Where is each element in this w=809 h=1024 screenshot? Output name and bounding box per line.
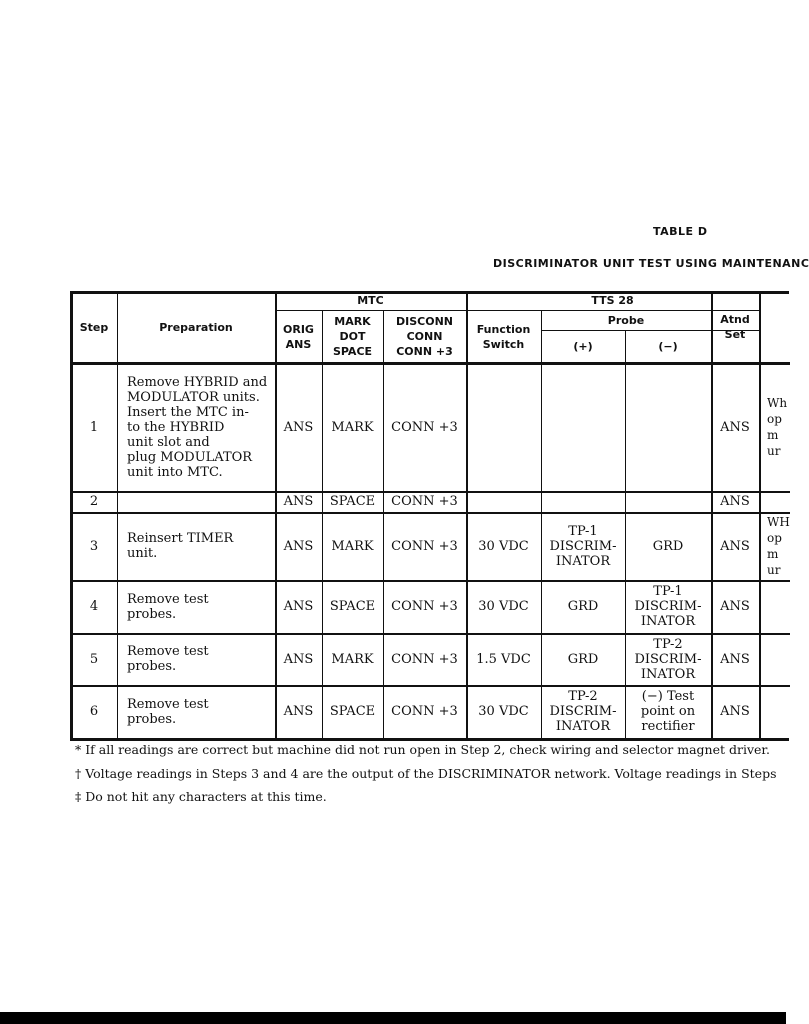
row-orig-ans: ANS xyxy=(283,419,314,435)
page-edge-bar xyxy=(0,1012,786,1024)
row-orig-ans: ANS xyxy=(283,494,314,509)
row-truncated-note-line: op xyxy=(767,531,782,545)
row-truncated-note-line: m xyxy=(767,547,779,561)
header-probe-plus: (+) xyxy=(573,340,593,353)
row-atnd-set: ANS xyxy=(720,419,750,435)
row-orig-ans: ANS xyxy=(283,538,314,554)
row-preparation-line: Remove HYBRID and xyxy=(127,374,268,390)
row-preparation xyxy=(117,580,275,633)
row-probe-plus xyxy=(541,685,625,738)
header-disconn-conn-line: CONN xyxy=(406,330,443,343)
row-preparation xyxy=(117,363,275,491)
row-preparation xyxy=(117,685,275,738)
row-preparation-line: probes. xyxy=(127,711,177,727)
row-disconn-conn: CONN +3 xyxy=(391,419,458,435)
table-label: TABLE D xyxy=(653,225,708,238)
row-atnd-set: ANS xyxy=(720,651,750,667)
row-function-switch: 30 VDC xyxy=(478,599,529,614)
row-atnd-set: ANS xyxy=(720,704,750,719)
row-atnd-set: ANS xyxy=(720,599,750,614)
row-probe-plus-line: GRD xyxy=(567,651,599,667)
row-truncated-note-line: Wh xyxy=(767,396,788,410)
row-truncated-note-line: WH xyxy=(767,515,790,529)
header-function-switch-line: Function xyxy=(476,322,531,336)
row-preparation xyxy=(117,633,275,685)
header-disconn-conn-line: DISCONN xyxy=(396,315,453,328)
row-preparation-line: probes. xyxy=(127,606,177,622)
footnote-asterisk: * If all readings are correct but machine did not run open in Step 2, check wiring and selector magnet driver. xyxy=(75,742,771,757)
row-probe-minus-line: TP-2 xyxy=(653,636,683,652)
row-probe-plus-line: TP-2 xyxy=(568,689,598,704)
header-probe-minus: (−) xyxy=(658,340,678,353)
row-truncated-note-line: m xyxy=(767,428,779,442)
row-mark-dot-space: MARK xyxy=(331,651,374,667)
row-probe-minus xyxy=(625,512,711,580)
row-preparation-line: Insert the MTC in- xyxy=(127,404,249,420)
header-function-switch-line: Switch xyxy=(482,337,525,351)
row-probe-minus-line: point on xyxy=(640,704,696,719)
row-preparation-line: Remove test xyxy=(127,696,209,712)
row-truncated-note-line: ur xyxy=(767,444,781,458)
row-disconn-conn: CONN +3 xyxy=(391,651,458,667)
row-probe-plus-line: GRD xyxy=(567,599,599,614)
header-mtc-group: MTC xyxy=(357,294,384,307)
row-preparation-line: Reinsert TIMER xyxy=(127,531,234,546)
row-function-switch: 30 VDC xyxy=(478,538,529,554)
row-probe-minus-line: INATOR xyxy=(640,614,696,629)
row-probe-plus xyxy=(541,512,625,580)
header-probe-group: Probe xyxy=(607,313,645,327)
row-function-switch: 30 VDC xyxy=(478,704,529,719)
row-step: 6 xyxy=(89,704,99,719)
row-preparation-line: Remove test xyxy=(127,644,209,659)
row-preparation-line: plug MODULATOR xyxy=(127,449,253,465)
row-probe-minus-line: rectifier xyxy=(641,719,695,734)
header-mark-dot-space xyxy=(322,310,383,363)
row-probe-minus xyxy=(625,685,711,738)
row-probe-minus xyxy=(625,580,711,633)
row-probe-plus-line: DISCRIM- xyxy=(549,704,617,719)
row-truncated-note xyxy=(761,512,790,580)
header-disconn-conn xyxy=(383,310,466,363)
row-step: 4 xyxy=(89,599,99,614)
table-title: DISCRIMINATOR UNIT TEST USING MAINTENANC xyxy=(493,257,809,270)
row-preparation-line: probes. xyxy=(127,659,177,674)
row-preparation-line: unit slot and xyxy=(127,434,210,450)
row-preparation-line: MODULATOR units. xyxy=(127,389,260,405)
header-orig-ans-line: ANS xyxy=(285,337,312,351)
row-disconn-conn: CONN +3 xyxy=(391,599,458,614)
row-probe-plus-line: INATOR xyxy=(555,719,611,734)
row-probe-plus-line: DISCRIM- xyxy=(549,538,617,554)
row-atnd-set: ANS xyxy=(720,494,750,509)
header-mark-dot-space-line: SPACE xyxy=(332,345,373,358)
row-disconn-conn: CONN +3 xyxy=(391,704,458,719)
row-preparation-line: unit into MTC. xyxy=(127,464,223,480)
header-atnd-set-line: Atnd xyxy=(720,313,750,326)
row-probe-minus-line: TP-1 xyxy=(653,584,683,599)
row-mark-dot-space: MARK xyxy=(331,538,374,554)
row-mark-dot-space: SPACE xyxy=(329,494,376,509)
row-function-switch: 1.5 VDC xyxy=(476,651,531,667)
row-probe-minus-line: DISCRIM- xyxy=(634,651,702,667)
footnote-double-dagger: ‡ Do not hit any characters at this time. xyxy=(75,789,327,804)
row-orig-ans: ANS xyxy=(283,651,314,667)
row-truncated-note xyxy=(761,363,790,491)
header-tts-group: TTS 28 xyxy=(591,294,634,307)
row-preparation-line: to the HYBRID xyxy=(127,419,225,435)
header-preparation: Preparation xyxy=(159,320,233,334)
row-step: 3 xyxy=(89,538,99,554)
row-mark-dot-space: SPACE xyxy=(329,704,376,719)
row-probe-plus-line: TP-1 xyxy=(568,523,598,539)
row-preparation xyxy=(117,512,275,580)
row-truncated-note-line: ur xyxy=(767,563,781,577)
row-probe-plus xyxy=(541,580,625,633)
header-disconn-conn-line: CONN +3 xyxy=(396,345,453,358)
row-preparation-line: Remove test xyxy=(127,591,209,607)
header-atnd-set xyxy=(711,291,759,363)
row-probe-minus-line: GRD xyxy=(652,538,684,554)
row-step: 5 xyxy=(89,651,99,667)
row-probe-minus-line: DISCRIM- xyxy=(634,599,702,614)
header-mark-dot-space-line: MARK xyxy=(334,315,371,328)
header-atnd-set-line: Set xyxy=(724,328,746,341)
header-function-switch xyxy=(466,310,541,363)
row-probe-plus xyxy=(541,633,625,685)
header-step: Step xyxy=(79,320,109,334)
row-disconn-conn: CONN +3 xyxy=(391,494,458,509)
table-bottom-border xyxy=(70,738,789,741)
header-orig-ans xyxy=(275,310,322,363)
footnote-dagger: † Voltage readings in Steps 3 and 4 are the output of the DISCRIMINATOR network. Voltage readings in Steps xyxy=(75,766,777,781)
row-mark-dot-space: SPACE xyxy=(329,599,376,614)
row-truncated-note-line: op xyxy=(767,412,782,426)
row-disconn-conn: CONN +3 xyxy=(391,538,458,554)
row-probe-minus xyxy=(625,633,711,685)
row-probe-minus-line: INATOR xyxy=(640,666,696,682)
row-orig-ans: ANS xyxy=(283,704,314,719)
row-step: 1 xyxy=(89,419,99,435)
row-orig-ans: ANS xyxy=(283,599,314,614)
row-probe-minus-line: (−) Test xyxy=(641,689,695,704)
header-orig-ans-line: ORIG xyxy=(283,322,314,336)
row-step: 2 xyxy=(89,494,99,509)
header-mark-dot-space-line: DOT xyxy=(339,330,366,343)
row-probe-plus-line: INATOR xyxy=(555,553,611,569)
row-preparation-line: unit. xyxy=(127,546,158,561)
row-mark-dot-space: MARK xyxy=(331,419,374,435)
row-atnd-set: ANS xyxy=(720,538,750,554)
